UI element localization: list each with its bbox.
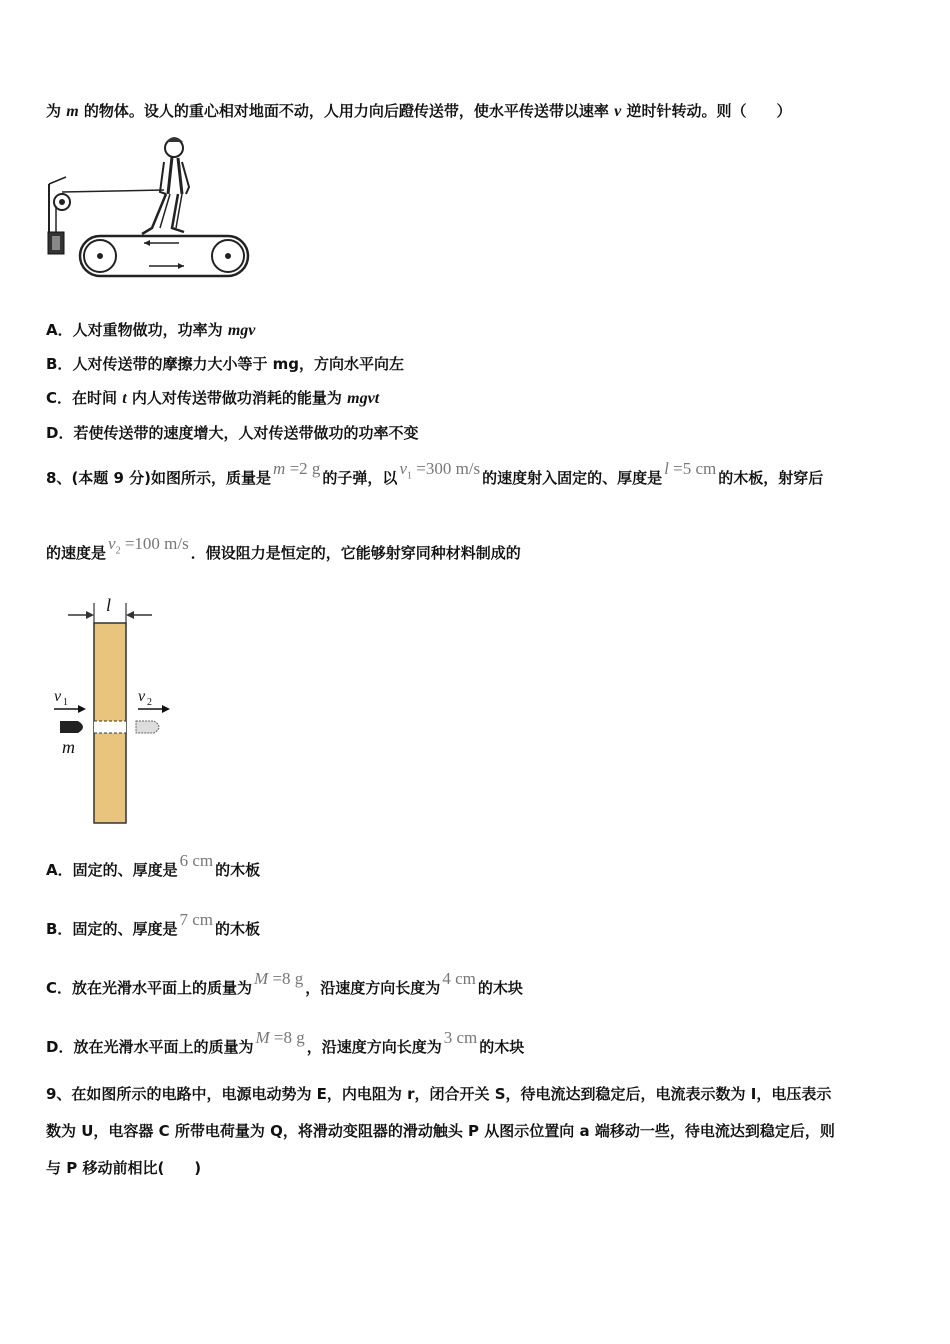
q7-stem-m: m	[66, 103, 79, 120]
q8-score: (本题 9 分)	[71, 469, 152, 487]
q8-text: 如图所示，质量是	[151, 469, 272, 487]
option-key: C．	[46, 389, 73, 407]
q7-option-c[interactable]	[46, 388, 379, 409]
option-text: 放在光滑水平面上的质量为	[72, 979, 253, 997]
option-key: C．	[46, 979, 73, 997]
q8-option-a[interactable]	[46, 851, 261, 880]
q8-option-d[interactable]	[46, 1028, 525, 1057]
q9-line2: 数为 U，电容器 C 所带电荷量为 Q，将滑动变阻器的滑动触头 P 从图示位置向 a 端移动一些，待电流达到稳定后，则	[46, 1122, 835, 1140]
option-math: mgv	[227, 322, 256, 339]
q7-stem	[46, 101, 791, 122]
math-val: =300 m/s	[416, 459, 481, 478]
figure-label-v1-sub: 1	[63, 697, 68, 708]
option-text: 的木块	[477, 979, 523, 997]
option-text: 放在光滑水平面上的质量为	[73, 1038, 254, 1056]
figure-label-v2: v	[138, 688, 146, 705]
option-text: 的木板	[214, 920, 260, 938]
q9-line3: 与 P 移动前相比( )	[46, 1159, 202, 1177]
q8-stem-line1	[46, 459, 824, 495]
q8-mass-math	[271, 459, 322, 478]
q8-text: 的速度射入固定的、厚度是	[482, 469, 663, 487]
option-text: 的木块	[479, 1038, 525, 1056]
q7-option-a[interactable]	[46, 320, 255, 341]
math-var: M	[255, 1028, 270, 1047]
q8-text: 的木板，射穿后	[718, 469, 824, 487]
option-mass-math	[252, 969, 305, 988]
q7-stem-text-mid: 的物体。设人的重心相对地面不动，人用力向后蹬传送带，使水平传送带以速率	[78, 102, 615, 120]
q8-option-b[interactable]	[46, 910, 260, 939]
option-mass-math	[253, 1028, 306, 1047]
option-text: 的木板	[215, 861, 261, 879]
q8-l-math	[662, 459, 718, 478]
option-key: A．	[46, 861, 73, 879]
option-math: 4 cm	[442, 969, 476, 988]
option-text: 人对重物做功，功率为	[72, 321, 228, 339]
option-math: 6 cm	[179, 851, 214, 870]
math-var: v	[399, 459, 407, 478]
q8-option-c[interactable]	[46, 969, 523, 998]
q8-number: 8、	[46, 469, 72, 487]
option-math: mgvt	[347, 390, 380, 407]
option-key: D．	[46, 424, 74, 442]
math-var: M	[254, 969, 269, 988]
option-text: 在时间	[72, 389, 123, 407]
figure-label-v2-sub: 2	[147, 697, 152, 708]
option-math: 7 cm	[179, 910, 213, 929]
figure-label-v1: v	[54, 688, 62, 705]
option-text: ，沿速度方向长度为	[306, 1038, 442, 1056]
math-val: =8 g	[273, 1028, 305, 1047]
math-val: =2 g	[289, 459, 321, 478]
math-var: m	[273, 459, 286, 478]
q8-v2-math	[106, 534, 191, 557]
q7-stem-text-post: 逆时针转动。则（ ）	[621, 102, 792, 120]
option-key: B．	[46, 355, 73, 373]
q7-stem-v: v	[614, 103, 622, 120]
math-var: v	[108, 534, 116, 553]
q8-v1-math	[397, 459, 482, 482]
q7-option-b[interactable]	[46, 354, 404, 374]
option-math: 3 cm	[443, 1028, 478, 1047]
q8-text: 的速度是	[46, 544, 107, 562]
math-var: l	[664, 459, 669, 478]
q7-option-d[interactable]	[46, 423, 418, 443]
option-text: ，沿速度方向长度为	[305, 979, 441, 997]
q8-text: 的子弹，以	[322, 469, 398, 487]
option-key: D．	[46, 1038, 74, 1056]
q9-line1: 9、在如图所示的电路中，电源电动势为 E，内电阻为 r，闭合开关 S，待电流达到稳定后，电流表示数为 I，电压表示	[46, 1085, 832, 1103]
option-key: B．	[46, 920, 73, 938]
math-sub: 2	[115, 545, 121, 557]
option-text: 固定的、厚度是	[72, 861, 178, 879]
q7-stem-text: 为	[46, 102, 67, 120]
conveyor-belt-figure	[44, 132, 254, 282]
option-text: 人对传送带的摩擦力大小等于 mg，方向水平向左	[72, 355, 405, 373]
math-val: =5 cm	[673, 459, 717, 478]
option-text: 固定的、厚度是	[72, 920, 178, 938]
math-val: =100 m/s	[124, 534, 189, 553]
option-math-t: t	[122, 390, 127, 407]
option-key: A．	[46, 321, 73, 339]
option-text: 若使传送带的速度增大，人对传送带做功的功率不变	[73, 424, 419, 442]
q8-stem-line2	[46, 534, 521, 570]
figure-label-l: l	[106, 595, 112, 615]
option-text-mid: 内人对传送带做功消耗的能量为	[126, 389, 348, 407]
math-val: =8 g	[272, 969, 304, 988]
bullet-board-figure	[48, 595, 178, 830]
figure-label-m: m	[62, 737, 75, 757]
math-sub: 1	[406, 470, 412, 482]
q8-text: ．假设阻力是恒定的，它能够射穿同种材料制成的	[190, 544, 521, 562]
